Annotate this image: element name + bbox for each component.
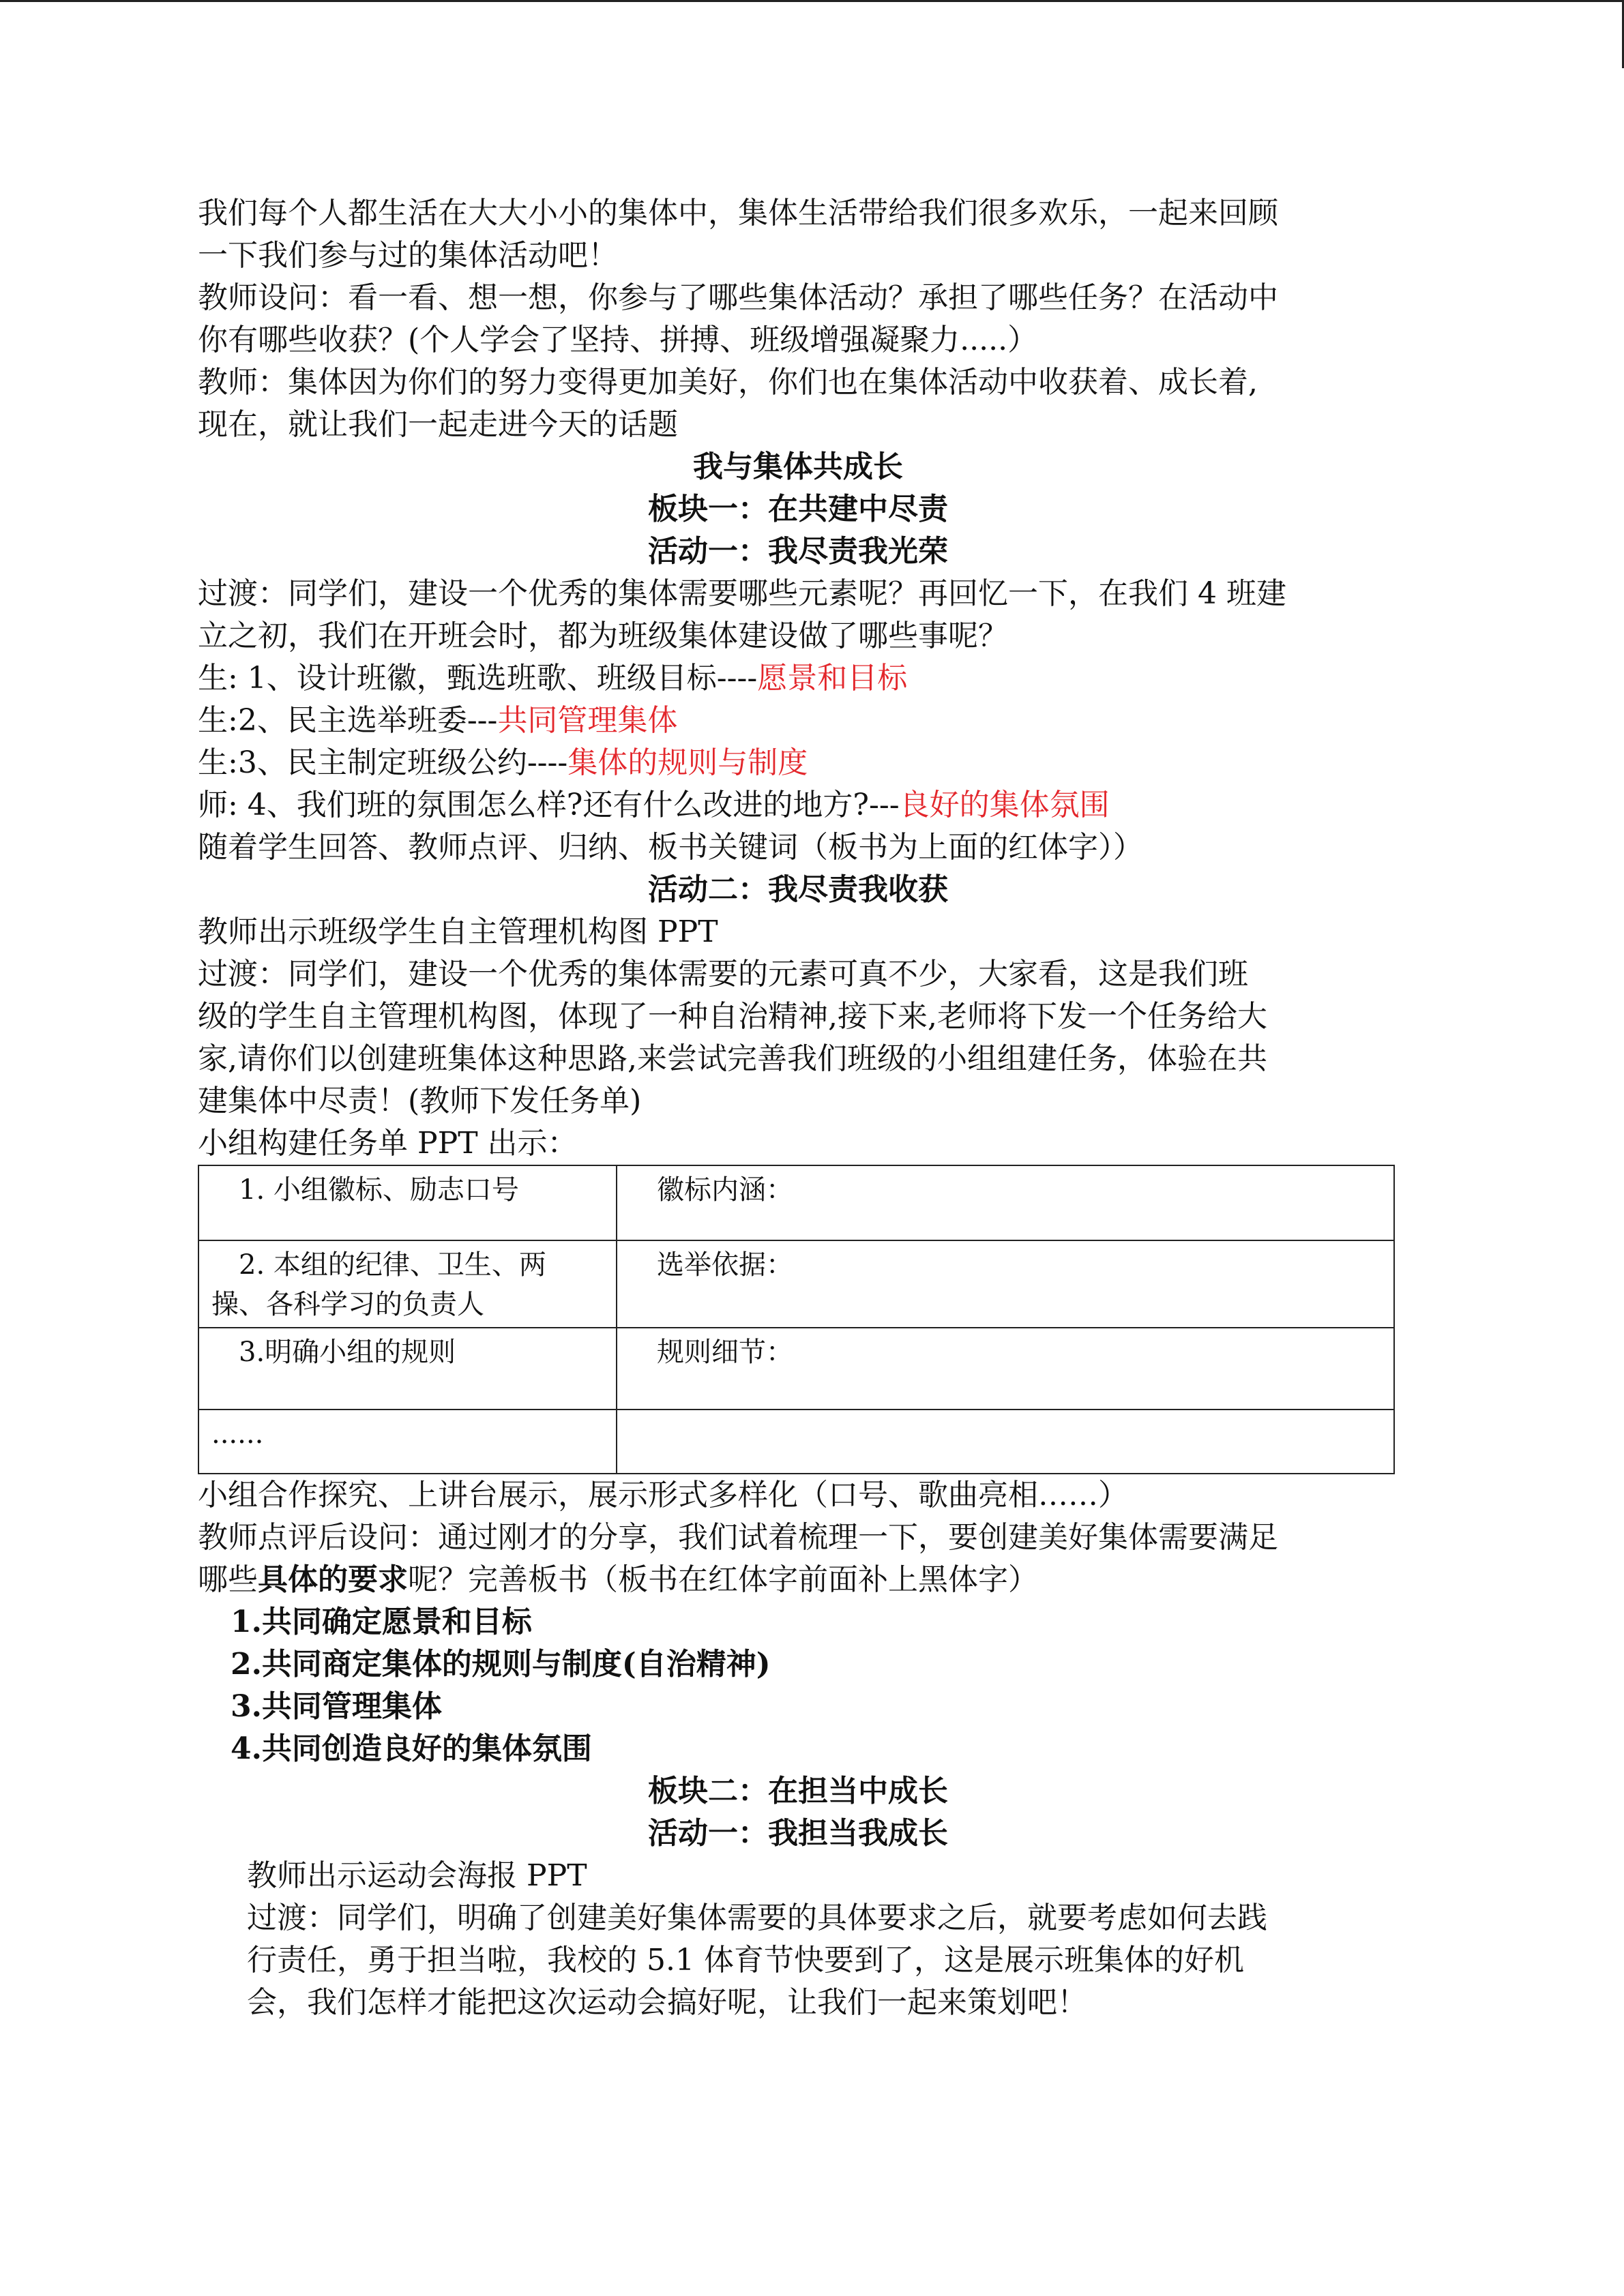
cell-text: 1. 小组徽标、励志口号 — [239, 1174, 519, 1206]
text-span: 哪些 — [198, 1562, 258, 1597]
teacher-question: 教师设问：看一看、想一想，你参与了哪些集体活动？承担了哪些任务？在活动中 — [198, 280, 1278, 315]
transition-text: 过渡：同学们，建设一个优秀的集体需要的元素可真不少，大家看，这是我们班 — [198, 957, 1248, 992]
teacher-question — [198, 1559, 1398, 1601]
summary-text: 随着学生回答、教师点评、归纳、板书关键词（板书为上面的红体字）） — [198, 830, 1143, 865]
intro-line: 一下我们参与过的集体活动吧！ — [198, 238, 618, 273]
answer-prefix: 师: 4、我们班的氛围怎么样?还有什么改进的地方?--- — [198, 788, 900, 822]
transition-text: 过渡：同学们，建设一个优秀的集体需要哪些元素呢？再回忆一下，在我们 4 班建 — [198, 576, 1286, 611]
lesson-title: 我与集体共成长 — [693, 449, 903, 484]
teacher-remark: 现在，就让我们一起走进今天的话题 — [198, 407, 678, 442]
table-row — [198, 1328, 1394, 1410]
cell-text: 徽标内涵： — [657, 1174, 793, 1206]
table-cell — [617, 1240, 1394, 1328]
requirement-item: 1.共同确定愿景和目标 — [231, 1605, 532, 1639]
table-cell — [198, 1410, 617, 1474]
transition-text: 建集体中尽责！(教师下发任务单) — [198, 1084, 642, 1118]
transition-text: 立之初，我们在开班会时，都为班级集体建设做了哪些事呢？ — [198, 618, 1008, 653]
transition-text: 会，我们怎样才能把这次运动会搞好呢，让我们一起来策划吧！ — [247, 1985, 1087, 2020]
transition-text: 过渡：同学们，明确了创建美好集体需要的具体要求之后，就要考虑如何去践 — [247, 1900, 1267, 1935]
task-caption: 小组构建任务单 PPT 出示： — [198, 1126, 578, 1161]
transition-text: 行责任，勇于担当啦，我校的 5.1 体育节快要到了，这是展示班集体的好机 — [247, 1943, 1244, 1978]
teacher-question: 你有哪些收获？(个人学会了坚持、拼搏、班级增强凝聚力.....） — [198, 323, 1038, 357]
answer-keyword: 集体的规则与制度 — [567, 745, 808, 780]
answer-keyword: 愿景和目标 — [757, 661, 908, 696]
page-top-border — [0, 0, 1624, 2]
transition-text: 级的学生自主管理机构图，体现了一种自治精神,接下来,老师将下发一个任务给大 — [198, 999, 1267, 1034]
cell-text: 2. 本组的纪律、卫生、两 — [239, 1249, 546, 1281]
answer-line — [198, 784, 1398, 826]
table-cell — [617, 1328, 1394, 1410]
task-table — [198, 1165, 1395, 1474]
cell-text: 3.明确小组的规则 — [239, 1337, 456, 1368]
cell-text: 选举依据： — [657, 1249, 793, 1281]
activity-heading: 活动二：我尽责我收获 — [648, 872, 948, 907]
activity-heading: 活动一：我担当我成长 — [648, 1816, 948, 1851]
ppt-note: 教师出示班级学生自主管理机构图 PPT — [198, 914, 718, 949]
requirement-item: 4.共同创造良好的集体氛围 — [231, 1731, 592, 1766]
table-row — [198, 1240, 1394, 1328]
answer-line — [198, 742, 1398, 784]
text-span: 呢？完善板书（板书在红体字前面补上黑体字） — [408, 1562, 1038, 1597]
answer-prefix: 生:3、民主制定班级公约---- — [198, 745, 568, 780]
after-table-text: 小组合作探究、上讲台展示，展示形式多样化（口号、歌曲亮相……） — [198, 1478, 1128, 1512]
activity-heading: 活动一：我尽责我光荣 — [648, 534, 948, 569]
answer-line — [198, 657, 1398, 700]
requirement-item: 3.共同管理集体 — [231, 1689, 442, 1724]
transition-text: 家,请你们以创建班集体这种思路,来尝试完善我们班级的小组组建任务，体验在共 — [198, 1041, 1267, 1076]
table-cell — [198, 1328, 617, 1410]
table-cell — [198, 1165, 617, 1240]
section-heading: 板块一：在共建中尽责 — [648, 492, 948, 526]
teacher-question: 教师点评后设问：通过刚才的分享，我们试着梳理一下，要创建美好集体需要满足 — [198, 1520, 1278, 1555]
answer-keyword: 良好的集体氛围 — [899, 788, 1110, 822]
answer-line — [198, 700, 1398, 742]
table-cell — [617, 1165, 1394, 1240]
cell-text: 规则细节： — [657, 1337, 793, 1368]
section-heading: 板块二：在担当中成长 — [648, 1774, 948, 1808]
answer-prefix: 生: 1、设计班徽，甄选班歌、班级目标---- — [198, 661, 758, 696]
bold-phrase: 具体的要求 — [258, 1562, 408, 1597]
requirement-item: 2.共同商定集体的规则与制度(自治精神) — [231, 1647, 771, 1682]
cell-text: 操、各科学习的负责人 — [211, 1289, 484, 1320]
ppt-note: 教师出示运动会海报 PPT — [247, 1858, 587, 1893]
table-cell — [617, 1410, 1394, 1474]
teacher-remark: 教师：集体因为你们的努力变得更加美好，你们也在集体活动中收获着、成长着, — [198, 365, 1258, 400]
answer-keyword: 共同管理集体 — [497, 703, 678, 738]
table-row — [198, 1165, 1394, 1240]
table-cell — [198, 1240, 617, 1328]
table-row — [198, 1410, 1394, 1474]
document-body — [198, 192, 1398, 2024]
intro-line: 我们每个人都生活在大大小小的集体中，集体生活带给我们很多欢乐，一起来回顾 — [198, 196, 1278, 230]
cell-text: ...... — [211, 1418, 264, 1450]
answer-prefix: 生:2、民主选举班委--- — [198, 703, 498, 738]
